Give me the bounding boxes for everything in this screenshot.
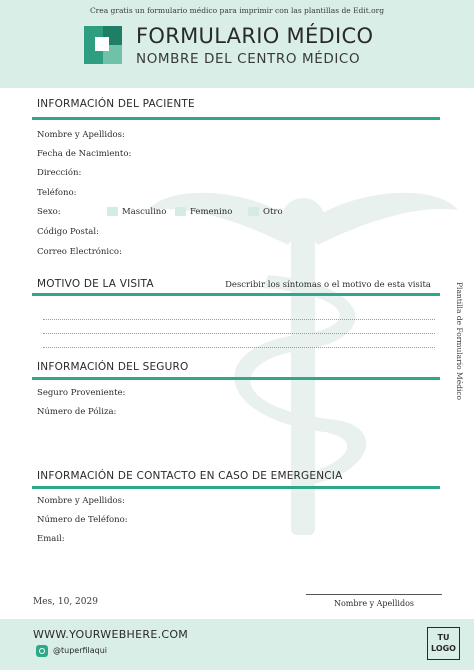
section-divider [32, 486, 440, 489]
signature-date: Mes, 10, 2029 [33, 597, 98, 607]
footer-band [0, 619, 474, 670]
label-email: Correo Electrónico: [37, 247, 122, 257]
visit-description: Describir los síntomas o el motivo de esta visita [225, 280, 431, 290]
section-divider [32, 293, 440, 296]
label-phone: Teléfono: [37, 188, 77, 198]
logo-text-line2: LOGO [431, 644, 456, 653]
footer-url[interactable]: WWW.YOURWEBHERE.COM [33, 628, 189, 641]
checkbox-male[interactable] [107, 207, 118, 216]
checkbox-female[interactable] [175, 207, 186, 216]
square-tile-logo-icon [84, 26, 122, 64]
section-title-insurance: INFORMACIÓN DEL SEGURO [37, 361, 189, 373]
side-caption-text: Plantilla de Formulario Médico [455, 282, 464, 401]
signature-label: Nombre y Apellidos [333, 599, 415, 608]
label-emergency-email: Email: [37, 534, 65, 544]
section-title-emergency: INFORMACIÓN DE CONTACTO EN CASO DE EMERGENCIA [37, 470, 343, 482]
label-postal-code: Código Postal: [37, 227, 99, 237]
label-emergency-name: Nombre y Apellidos: [37, 496, 125, 506]
writing-line[interactable] [43, 347, 435, 348]
label-patient-name: Nombre y Apellidos: [37, 130, 125, 140]
label-birth-date: Fecha de Nacimiento: [37, 149, 132, 159]
logo-placeholder [427, 627, 460, 660]
label-policy-number: Número de Póliza: [37, 407, 117, 417]
section-divider [32, 117, 440, 120]
logo-text-line1: TU [437, 633, 450, 642]
checkbox-other[interactable] [248, 207, 259, 216]
promo-text: Crea gratis un formulario médico para imprimir con las plantillas de Edit.org [89, 6, 385, 15]
footer-handle[interactable]: @tuperfilaqui [53, 646, 108, 655]
label-emergency-phone: Número de Teléfono: [37, 515, 128, 525]
checkbox-female-label: Femenino [190, 207, 233, 217]
section-divider [32, 377, 440, 380]
writing-line[interactable] [43, 319, 435, 320]
section-title-patient: INFORMACIÓN DEL PACIENTE [37, 98, 195, 110]
signature-line[interactable] [306, 594, 442, 595]
checkbox-male-label: Masculino [122, 207, 167, 217]
label-address: Dirección: [37, 168, 82, 178]
side-caption [452, 282, 466, 401]
writing-line[interactable] [43, 333, 435, 334]
label-sex: Sexo: [37, 207, 61, 217]
instagram-icon [36, 645, 48, 657]
label-insurance-provider: Seguro Proveniente: [37, 388, 126, 398]
page-title: FORMULARIO MÉDICO [136, 24, 374, 48]
page-subtitle: NOMBRE DEL CENTRO MÉDICO [136, 51, 361, 67]
checkbox-other-label: Otro [263, 207, 283, 217]
section-title-visit: MOTIVO DE LA VISITA [37, 278, 154, 290]
